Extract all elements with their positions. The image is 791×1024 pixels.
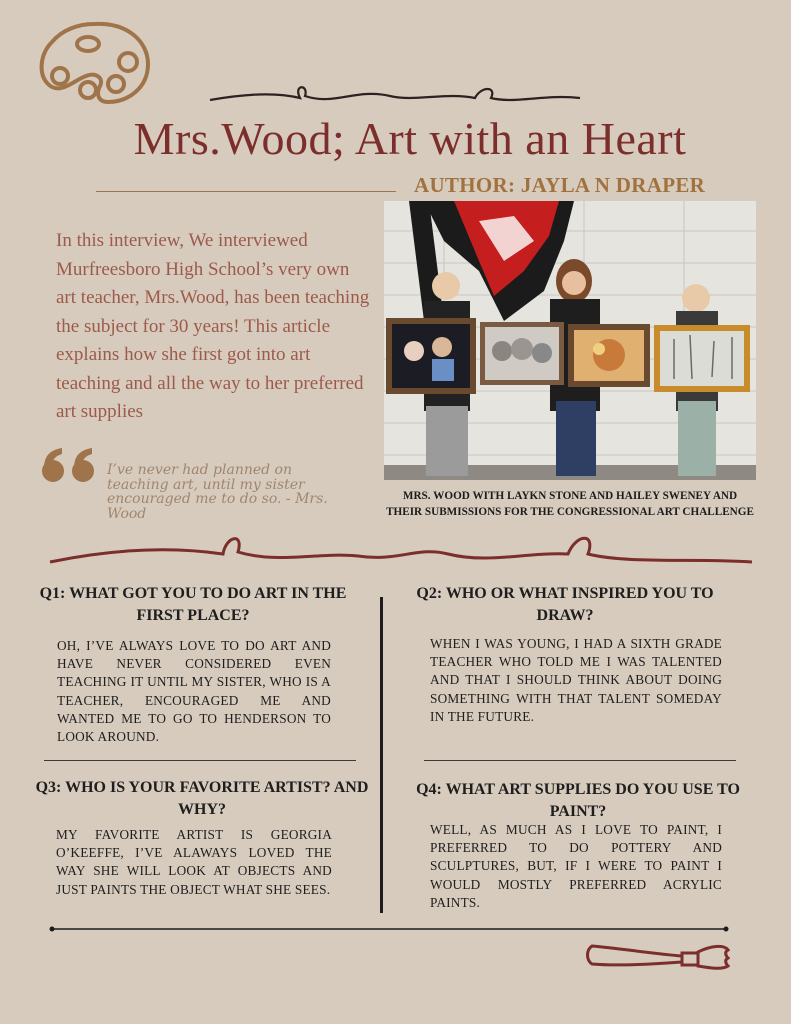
row-divider-right [424, 760, 736, 761]
question-3: Q3: WHO IS YOUR FAVORITE ARTIST? AND WHY? [35, 779, 369, 818]
question-4: Q4: WHAT ART SUPPLIES DO YOU USE TO PAINT? [416, 781, 740, 820]
answer-2: WHEN I WAS YOUNG, I HAD A SIXTH GRADE TEACHER WHO TOLD ME I WAS TALENTED AND THAT I SHOULD THINK ABOUT DOING SOMETHING WITH THAT TALENT SOMEDAY IN THE FUTURE. [430, 636, 722, 724]
middle-ornament [48, 528, 754, 572]
page-title: Mrs.Wood; Art with an Heart [133, 113, 687, 164]
title-divider [96, 191, 396, 192]
paintbrush-icon [586, 938, 730, 974]
group-photo [384, 201, 756, 480]
photo-caption: MRS. WOOD WITH LAYKN STONE AND HAILEY SWENEY AND THEIR SUBMISSIONS FOR THE CONGRESSIONAL ART CHALLENGE [386, 490, 754, 518]
answer-3: MY FAVORITE ARTIST IS GEORGIA O’KEEFFE, I’VE ALAWAYS LOVED THE WAY SHE WILL LOOK AT OBJECTS AND JUST PAINTS THE OBJECT WHAT SHE SEES. [56, 827, 332, 897]
bottom-rule [46, 923, 732, 935]
row-divider-left [44, 760, 356, 761]
top-ornament [205, 80, 585, 110]
author-byline: AUTHOR: JAYLA N DRAPER [414, 173, 706, 197]
palette-icon [36, 18, 152, 114]
answer-4: WELL, AS MUCH AS I LOVE TO PAINT, I PREFERRED TO DO POTTERY AND SCULPTURES, BUT, IF I WERE TO PAINT I WOULD MOSTLY PREFERRED ACRYLIC PAINTS. [430, 822, 722, 910]
question-1: Q1: WHAT GOT YOU TO DO ART IN THE FIRST PLACE? [39, 585, 347, 624]
intro-paragraph: In this interview, We interviewed Murfreesboro High School’s very own art teacher, Mrs.Wood, has been teaching the subject for 30 years! This article explains how she first got into art teaching and all the way to her preferred art supplies [56, 230, 370, 422]
column-divider [380, 597, 383, 913]
question-2: Q2: WHO OR WHAT INSPIRED YOU TO DRAW? [416, 585, 714, 624]
pull-quote: I’ve never had planned on teaching art, until my sister encouraged me to do so. - Mrs. Wood [107, 462, 328, 522]
quote-mark-icon [40, 446, 100, 484]
answer-1: OH, I’VE ALWAYS LOVE TO DO ART AND HAVE NEVER CONSIDERED EVEN TEACHING IT UNTIL MY SISTER, WHO IS A TEACHER, ENCOURAGED ME AND WANTED ME TO GO TO HENDERSON TO LOOK AROUND. [57, 638, 331, 745]
